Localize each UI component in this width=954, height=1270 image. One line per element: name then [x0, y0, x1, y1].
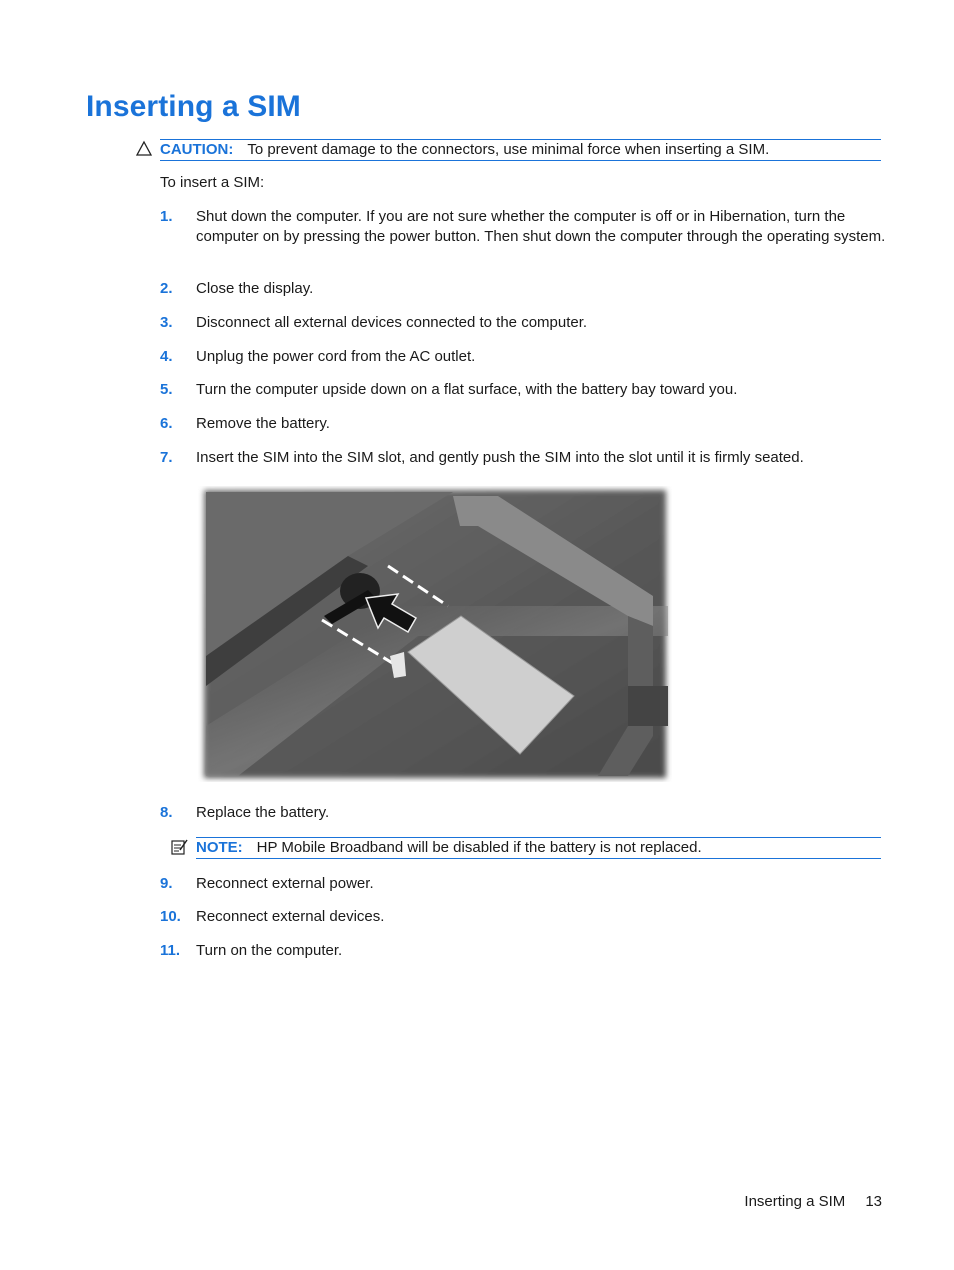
- note-pad-icon: [170, 838, 188, 856]
- note-text: HP Mobile Broadband will be disabled if the battery is not replaced.: [256, 839, 702, 856]
- intro-text: To insert a SIM:: [160, 174, 265, 191]
- step-text: Close the display.: [196, 280, 314, 297]
- step-text: Reconnect external power.: [196, 875, 374, 892]
- step-text: Insert the SIM into the SIM slot, and gently push the SIM into the slot until it is firmly seated.: [196, 449, 804, 466]
- step-number: 10.: [160, 908, 181, 925]
- caution-triangle-icon: [135, 140, 153, 158]
- step-text: Turn the computer upside down on a flat surface, with the battery bay toward you.: [196, 381, 738, 398]
- step-text: Reconnect external devices.: [196, 908, 385, 925]
- sim-insertion-illustration: [198, 486, 672, 782]
- step-number: 7.: [160, 449, 173, 466]
- step-number: 8.: [160, 804, 173, 821]
- step-text: Disconnect all external devices connected to the computer.: [196, 314, 588, 331]
- note-callout: [196, 837, 881, 859]
- step-text: Shut down the computer. If you are not sure whether the computer is off or in Hibernation, turn the computer on by pressing the power button. Then shut down the computer through the operating system.: [196, 208, 886, 245]
- caution-text: To prevent damage to the connectors, use minimal force when inserting a SIM.: [247, 141, 770, 158]
- step-number: 6.: [160, 415, 173, 432]
- page-footer: [744, 1193, 882, 1210]
- step-text: Turn on the computer.: [196, 942, 343, 959]
- caution-callout: [160, 139, 881, 161]
- page-number: 13: [865, 1193, 882, 1210]
- step-text: Unplug the power cord from the AC outlet.: [196, 348, 476, 365]
- step-number: 4.: [160, 348, 173, 365]
- step-text: Remove the battery.: [196, 415, 330, 432]
- step-text: Replace the battery.: [196, 804, 330, 821]
- page-title: Inserting a SIM: [86, 90, 301, 123]
- footer-section: Inserting a SIM: [744, 1193, 846, 1210]
- step-number: 5.: [160, 381, 173, 398]
- caution-label: CAUTION:: [160, 141, 234, 158]
- step-number: 3.: [160, 314, 173, 331]
- note-label: NOTE:: [196, 839, 243, 856]
- step-number: 2.: [160, 280, 173, 297]
- step-number: 1.: [160, 208, 173, 225]
- step-number: 11.: [160, 942, 181, 959]
- step-number: 9.: [160, 875, 173, 892]
